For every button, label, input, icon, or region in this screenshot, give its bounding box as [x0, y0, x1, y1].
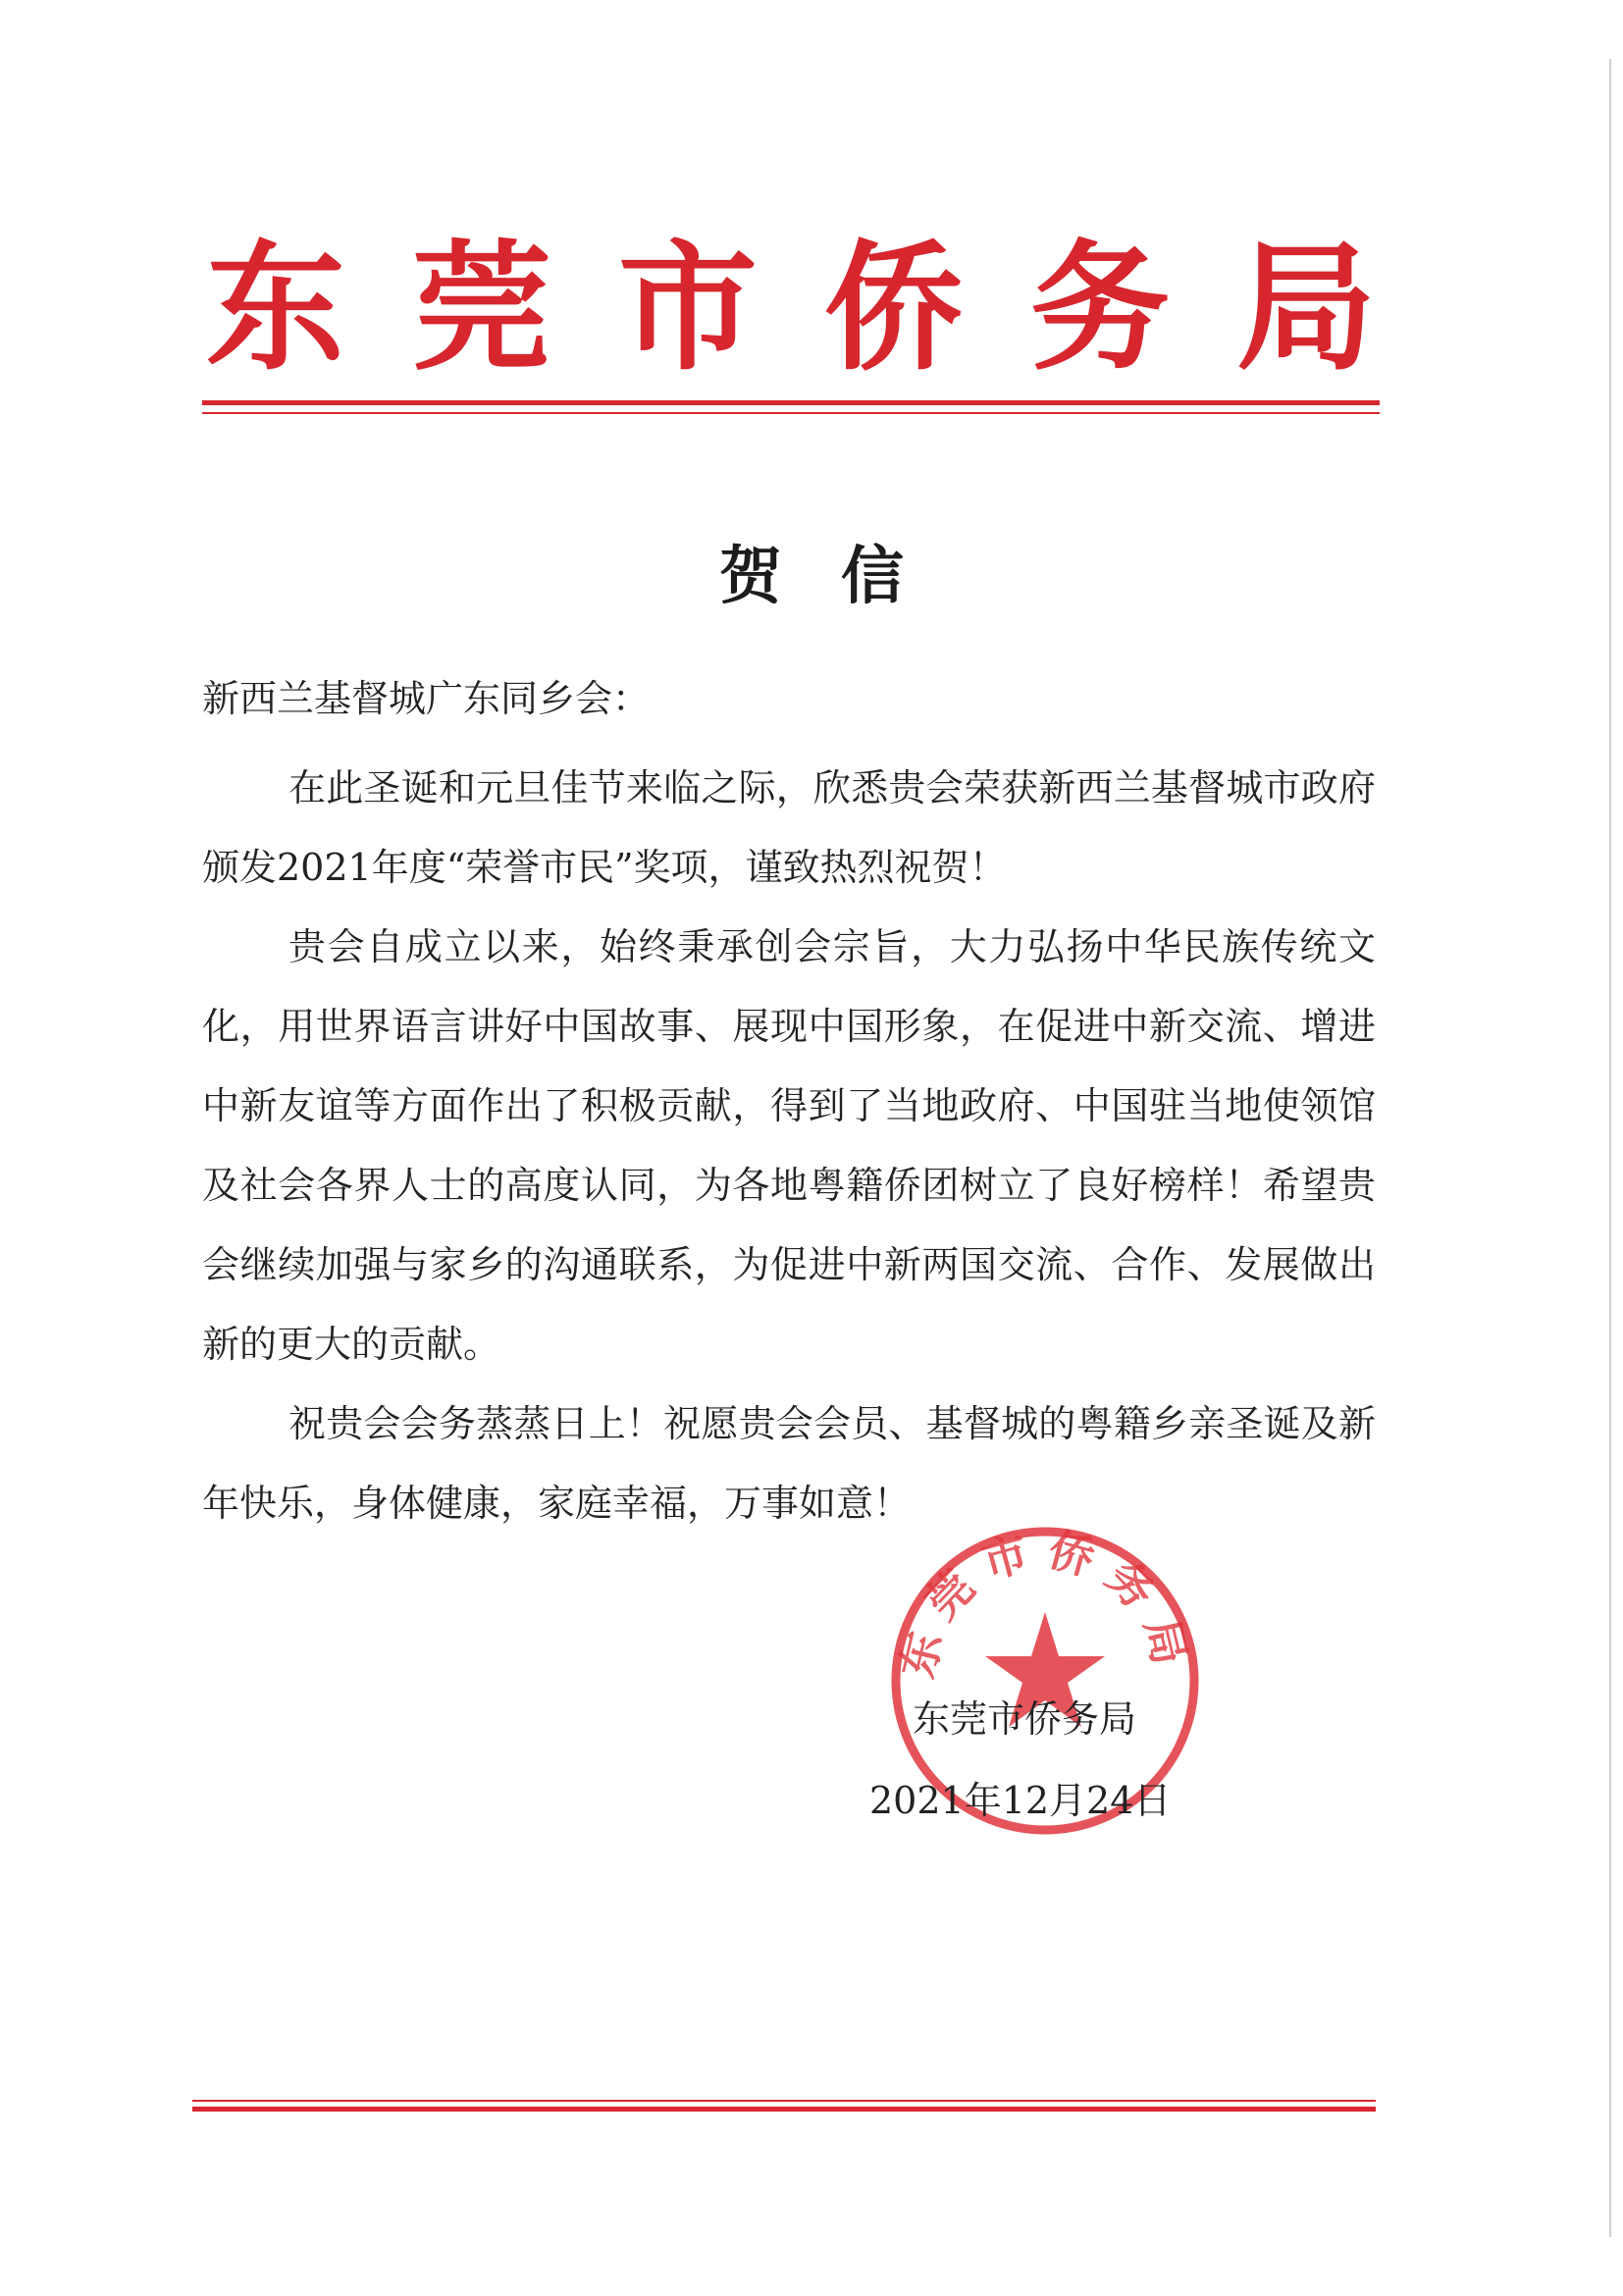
- paragraph: 贵会自成立以来，始终秉承创会宗旨，大力弘扬中华民族传统文化，用世界语言讲好中国故事、展现中国形象，在促进中新交流、增进中新友谊等方面作出了积极贡献，得到了当地政府、中国驻当地使领馆及社会各界人士的高度认同，为各地粤籍侨团树立了良好榜样！希望贵会继续加强与家乡的沟通联系，为促进中新两国交流、合作、发展做出新的更大的贡献。: [202, 925, 1376, 1366]
- letterhead-char: 莞: [412, 228, 551, 390]
- signature-name: 东莞市侨务局: [913, 1697, 1137, 1741]
- document-title: 贺信: [719, 539, 963, 613]
- letterhead: [202, 228, 1380, 390]
- letterhead-char: 局: [1236, 228, 1376, 390]
- salutation: 新西兰基督城广东同乡会：: [202, 677, 651, 720]
- footer-rule-thin: [192, 2100, 1376, 2102]
- seal-text: 东莞市侨务局: [890, 1522, 1200, 1684]
- page-edge: [1609, 59, 1611, 2237]
- letterhead-char: 务: [1030, 228, 1170, 390]
- footer-rule: [192, 2100, 1376, 2119]
- letter-body: [202, 749, 1376, 1543]
- letterhead-char: 市: [618, 228, 758, 390]
- header-rule-thin: [202, 412, 1380, 414]
- paragraph: 祝贵会会务蒸蒸日上！祝愿贵会会员、基督城的粤籍乡亲圣诞及新年快乐，身体健康，家庭幸福，万事如意！: [202, 1402, 1376, 1525]
- letterhead-char: 东: [206, 228, 345, 390]
- signature-date: 2021年12月24日: [869, 1779, 1172, 1822]
- footer-rule-thick: [192, 2107, 1376, 2112]
- header-rule-thick: [202, 400, 1380, 405]
- letterhead-char: 侨: [824, 228, 964, 390]
- paragraph: 在此圣诞和元旦佳节来临之际，欣悉贵会荣获新西兰基督城市政府颁发2021年度“荣誉市民”奖项，谨致热烈祝贺！: [202, 766, 1376, 889]
